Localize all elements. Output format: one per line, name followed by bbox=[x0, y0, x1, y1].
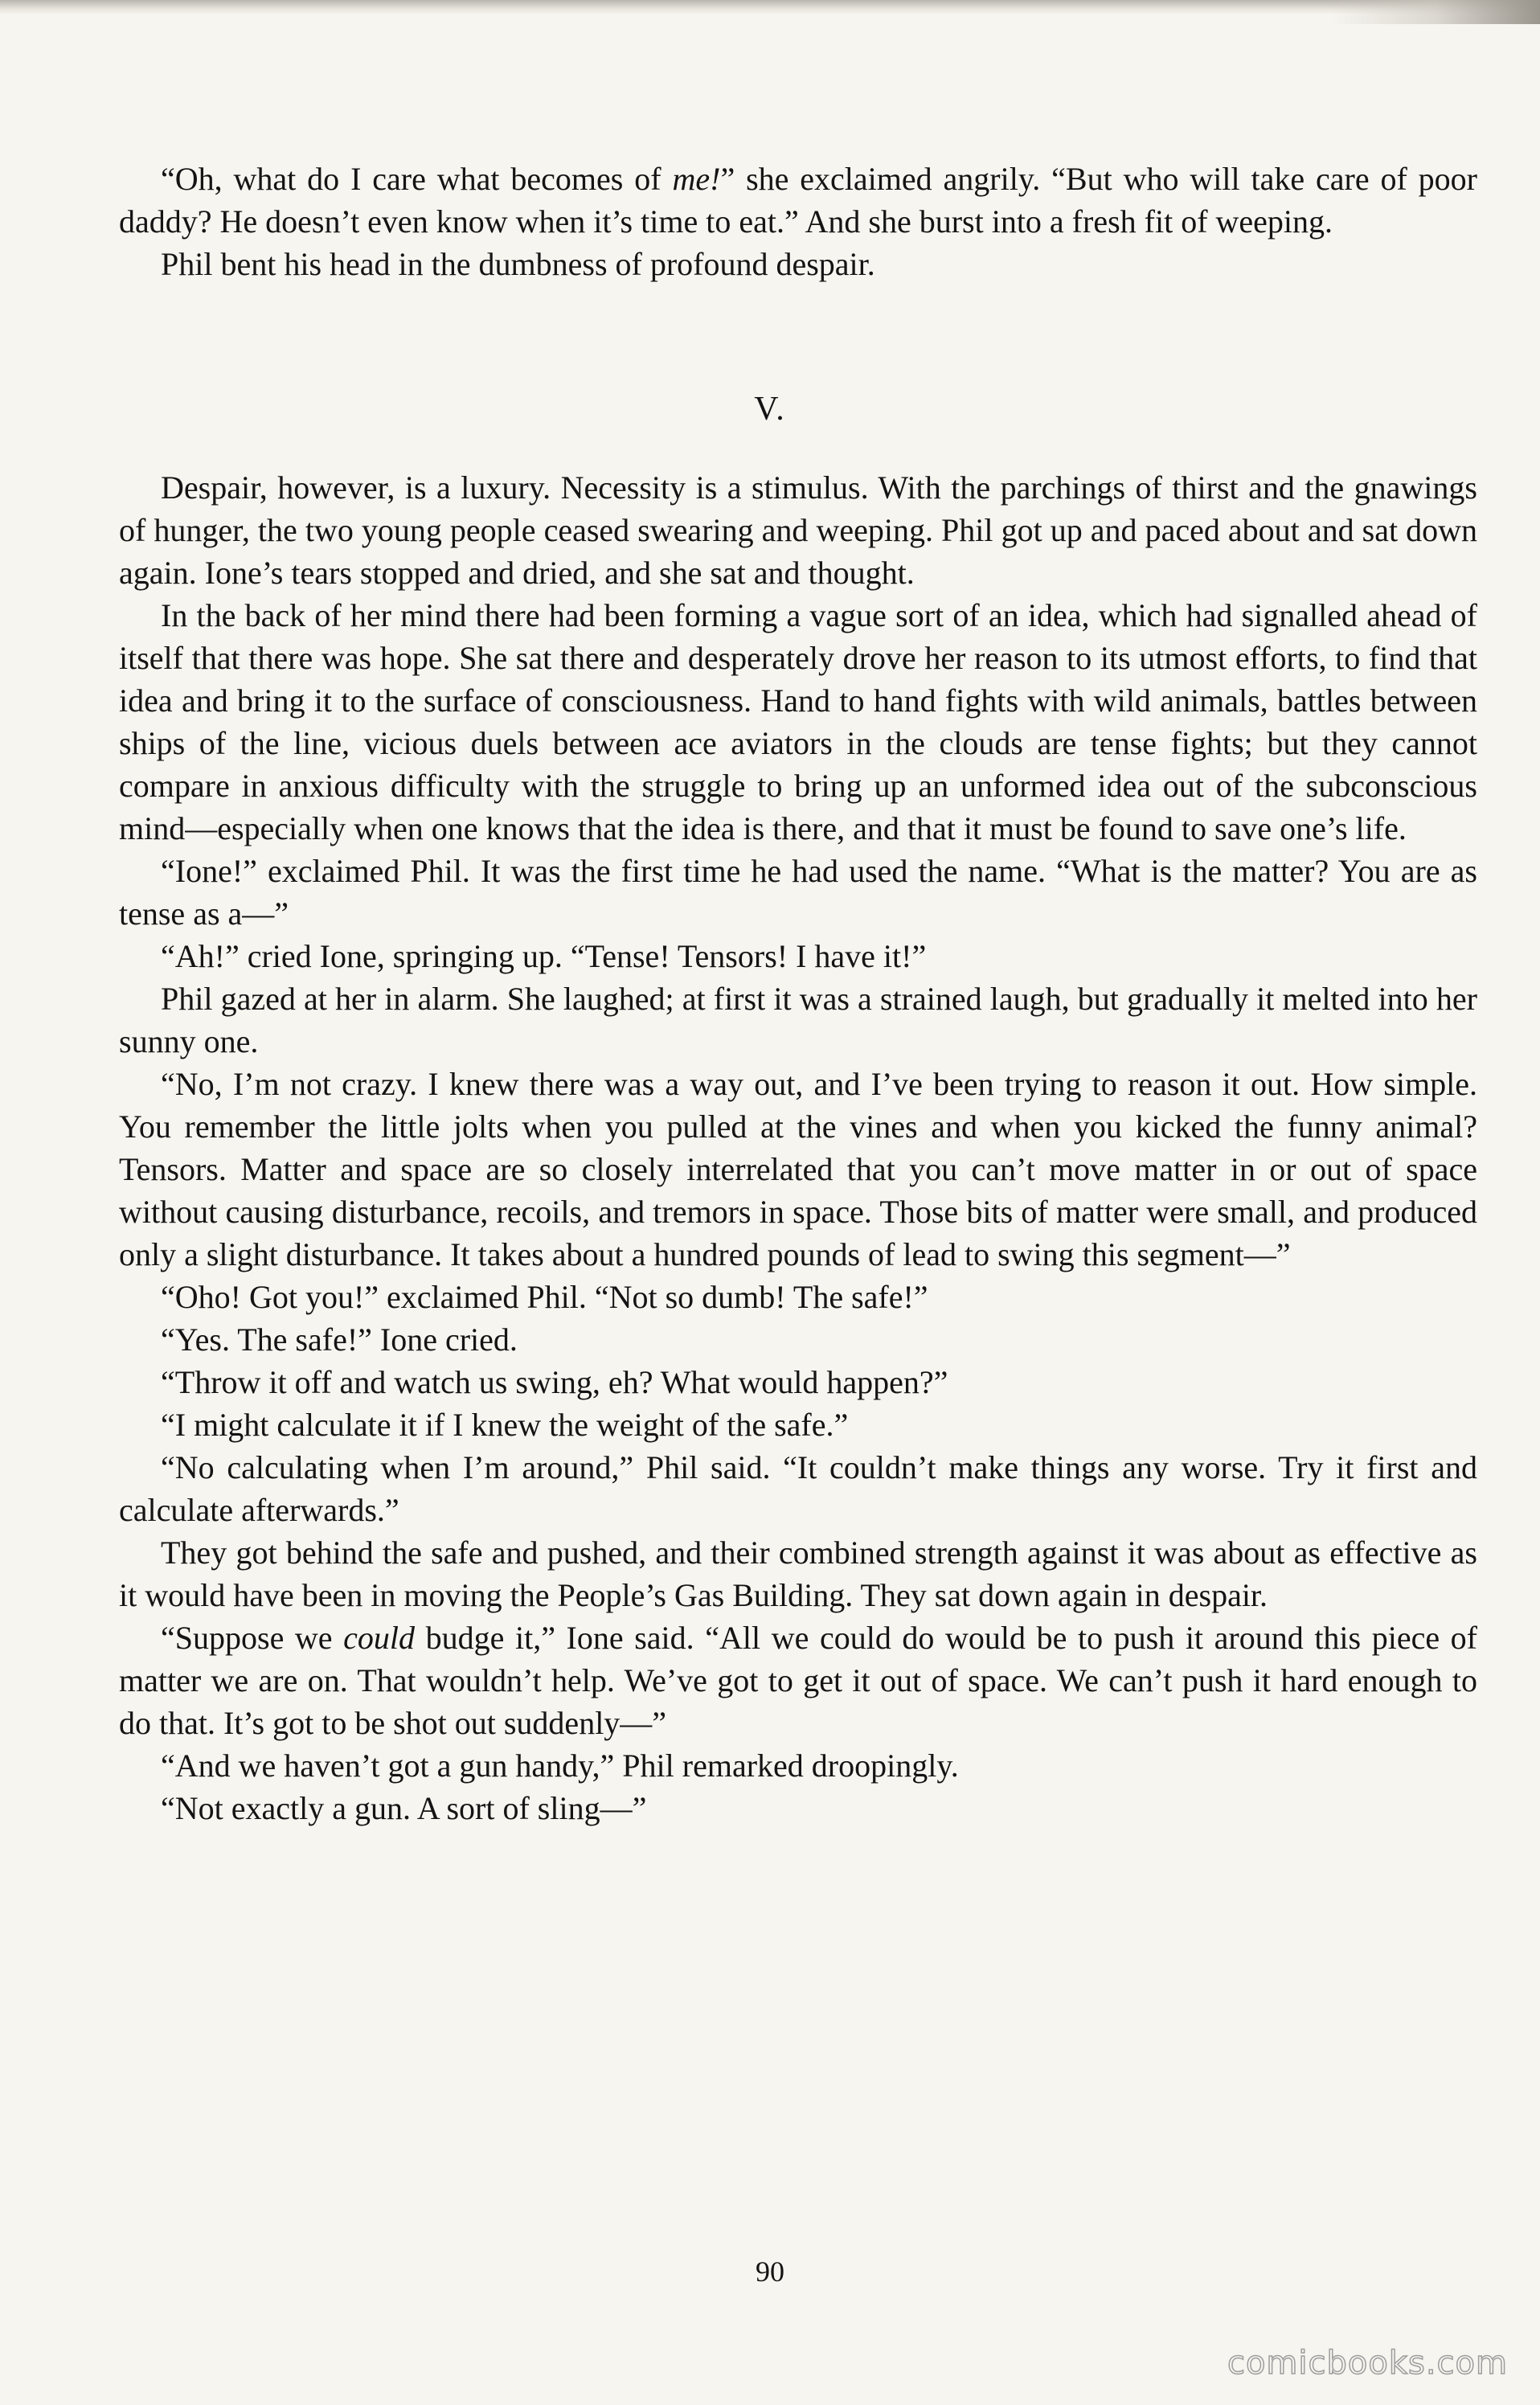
paragraph: “And we haven’t got a gun handy,” Phil remarked droopingly. bbox=[161, 1747, 959, 1784]
paragraph-opening-part-1: “Oh, what do I care what becomes of bbox=[161, 161, 673, 197]
text-block-top bbox=[119, 158, 1477, 285]
paragraph: “Not exactly a gun. A sort of sling—” bbox=[161, 1790, 647, 1826]
paragraph: “Oho! Got you!” exclaimed Phil. “Not so dumb! The safe!” bbox=[161, 1279, 928, 1315]
paragraph-opening-part-2: ” she exclaimed angrily. “But who will take care of poor daddy? He doesn’t even know when it’s time to eat.” And she burst into a fresh fit of weeping. bbox=[119, 161, 1478, 240]
paragraph-could-emphasis: could bbox=[343, 1620, 416, 1656]
paragraph-despair: Phil bent his head in the dumbness of profound despair. bbox=[161, 246, 875, 282]
paragraph: “Yes. The safe!” Ione cried. bbox=[161, 1321, 518, 1358]
paragraph: In the back of her mind there had been forming a vague sort of an idea, which had signalled ahead of itself that there was hope. She sat there and desperately drove her reason to its utmost efforts, to find that idea and bring it to the surface of consciousness. Hand to hand fights with wild animals, battles between ships of the line, vicious duels between ace aviators in the clouds are tense fights; but they cannot compare in anxious difficulty with the struggle to bring up an unformed idea out of the subconscious mind—especially when one knows that the idea is there, and that it must be found to save one’s life. bbox=[119, 597, 1477, 846]
paragraph-could bbox=[119, 1616, 1477, 1744]
paragraph: “Ione!” exclaimed Phil. It was the first time he had used the name. “What is the matter? You are as tense as a—” bbox=[119, 853, 1477, 932]
paragraph-opening-emphasis: me! bbox=[672, 161, 721, 197]
paragraph: “Throw it off and watch us swing, eh? What would happen?” bbox=[161, 1364, 948, 1400]
paragraph: “No, I’m not crazy. I knew there was a way out, and I’ve been trying to reason it out. How simple. You remember the little jolts when you pulled at the vines and when you kicked the funny animal? Tensors. Matter and space are so closely interrelated that you can’t move matter in or out of space without causing disturbance, recoils, and tremors in space. Those bits of matter were small, and produced only a slight disturbance. It takes about a hundred pounds of lead to swing this segment—” bbox=[119, 1066, 1477, 1272]
watermark-logo: comicbooks.com bbox=[1227, 2345, 1508, 2382]
text-block-main bbox=[119, 466, 1477, 1829]
page-number: 90 bbox=[756, 2255, 784, 2288]
paragraph: “I might calculate it if I knew the weight of the safe.” bbox=[161, 1407, 849, 1443]
paragraph: Phil gazed at her in alarm. She laughed; at first it was a strained laugh, but gradually it melted into her sunny one. bbox=[119, 981, 1477, 1059]
paragraph-could-part-1: “Suppose we bbox=[161, 1620, 344, 1656]
paragraph-opening bbox=[119, 158, 1477, 243]
paragraph-could-part-2: budge it,” Ione said. “All we could do would be to push it around this piece of matter we are on. That wouldn’t help. We’ve got to get it out of space. We can’t push it hard enough to do that. It’s got to be shot out suddenly—” bbox=[119, 1620, 1477, 1741]
paragraph: “No calculating when I’m around,” Phil said. “It couldn’t make things any worse. Try it first and calculate afterwards.” bbox=[119, 1449, 1477, 1528]
paragraph: Despair, however, is a luxury. Necessity is a stimulus. With the parchings of thirst and the gnawings of hunger, the two young people ceased swearing and weeping. Phil got up and paced about and sat down again. Ione’s tears stopped and dried, and she sat and thought. bbox=[119, 469, 1477, 591]
chapter-heading: V. bbox=[754, 391, 786, 428]
paragraph: They got behind the safe and pushed, and their combined strength against it was about as effective as it would have been in moving the People’s Gas Building. They sat down again in despair. bbox=[119, 1534, 1477, 1613]
paragraph: “Ah!” cried Ione, springing up. “Tense! Tensors! I have it!” bbox=[161, 938, 927, 974]
